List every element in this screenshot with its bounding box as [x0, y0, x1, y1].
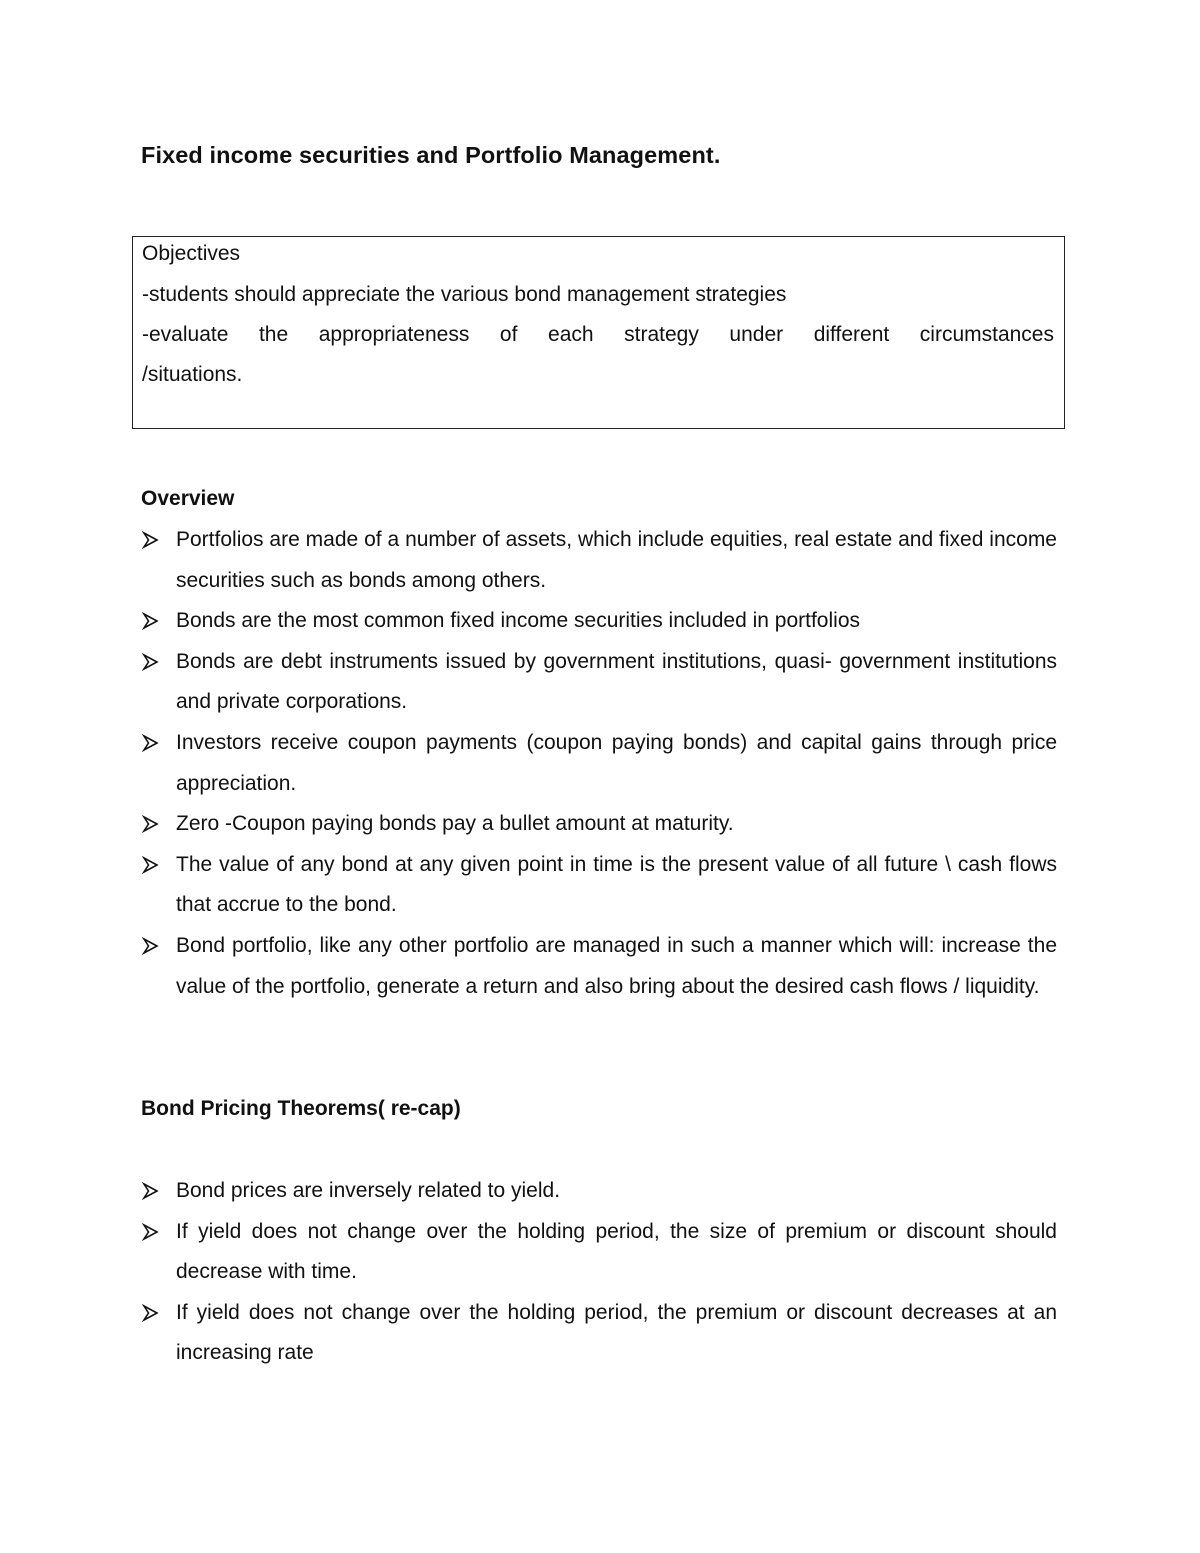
list-item-text: Investors receive coupon payments (coupon paying bonds) and capital gains through price appreciation.	[176, 730, 1057, 795]
list-item-text: If yield does not change over the holding period, the size of premium or discount should decrease with time.	[176, 1219, 1057, 1284]
document-title: Fixed income securities and Portfolio Management.	[141, 142, 721, 168]
arrowhead-bullet-icon	[141, 531, 159, 549]
list-item-text: Bonds are the most common fixed income securities included in portfolios	[176, 609, 860, 633]
objective-line-1: -students should appreciate the various bond management strategies	[142, 283, 787, 306]
arrowhead-bullet-icon	[141, 815, 159, 833]
arrowhead-bullet-icon	[141, 734, 159, 752]
theorems-heading: Bond Pricing Theorems( re-cap)	[141, 1097, 461, 1120]
list-item-text: If yield does not change over the holding period, the premium or discount decreases at an increasing rate	[176, 1300, 1057, 1365]
objective-line-3: /situations.	[142, 363, 243, 386]
list-item	[141, 1212, 1057, 1293]
arrowhead-bullet-icon	[141, 856, 159, 874]
list-item-text: Portfolios are made of a number of assets, which include equities, real estate and fixed income securities such as bonds among others.	[176, 528, 1057, 592]
arrowhead-bullet-icon	[141, 1304, 159, 1322]
arrowhead-bullet-icon	[141, 1182, 159, 1200]
arrowhead-bullet-icon	[141, 1223, 159, 1241]
arrowhead-bullet-icon	[141, 937, 159, 955]
arrowhead-bullet-icon	[141, 612, 159, 630]
overview-heading: Overview	[141, 487, 235, 510]
list-item	[141, 601, 1057, 642]
objectives-box	[132, 236, 1065, 429]
list-item-text: Bond prices are inversely related to yield.	[176, 1179, 561, 1202]
list-item	[141, 845, 1057, 926]
overview-list	[141, 520, 1057, 1007]
list-item-text: Bond portfolio, like any other portfolio are managed in such a manner which will: increase the value of the portfolio, generate a return and also bring about the desired cash flows / liquidity.	[176, 933, 1057, 998]
list-item	[141, 520, 1057, 601]
objectives-heading: Objectives	[142, 242, 241, 265]
list-item	[141, 1171, 1057, 1212]
arrowhead-bullet-icon	[141, 653, 159, 671]
objective-line-2: -evaluate the appropriateness of each strategy under different circumstances	[142, 323, 1054, 346]
list-item	[141, 804, 1057, 845]
list-item	[141, 926, 1057, 1007]
list-item	[141, 642, 1057, 723]
list-item	[141, 723, 1057, 804]
list-item	[141, 1293, 1057, 1374]
theorems-list	[141, 1171, 1057, 1374]
list-item-text: The value of any bond at any given point in time is the present value of all future \ cash flows that accrue to the bond.	[176, 852, 1057, 917]
list-item-text: Zero -Coupon paying bonds pay a bullet amount at maturity.	[176, 812, 734, 836]
list-item-text: Bonds are debt instruments issued by government institutions, quasi- government institutions and private corporations.	[176, 649, 1057, 714]
